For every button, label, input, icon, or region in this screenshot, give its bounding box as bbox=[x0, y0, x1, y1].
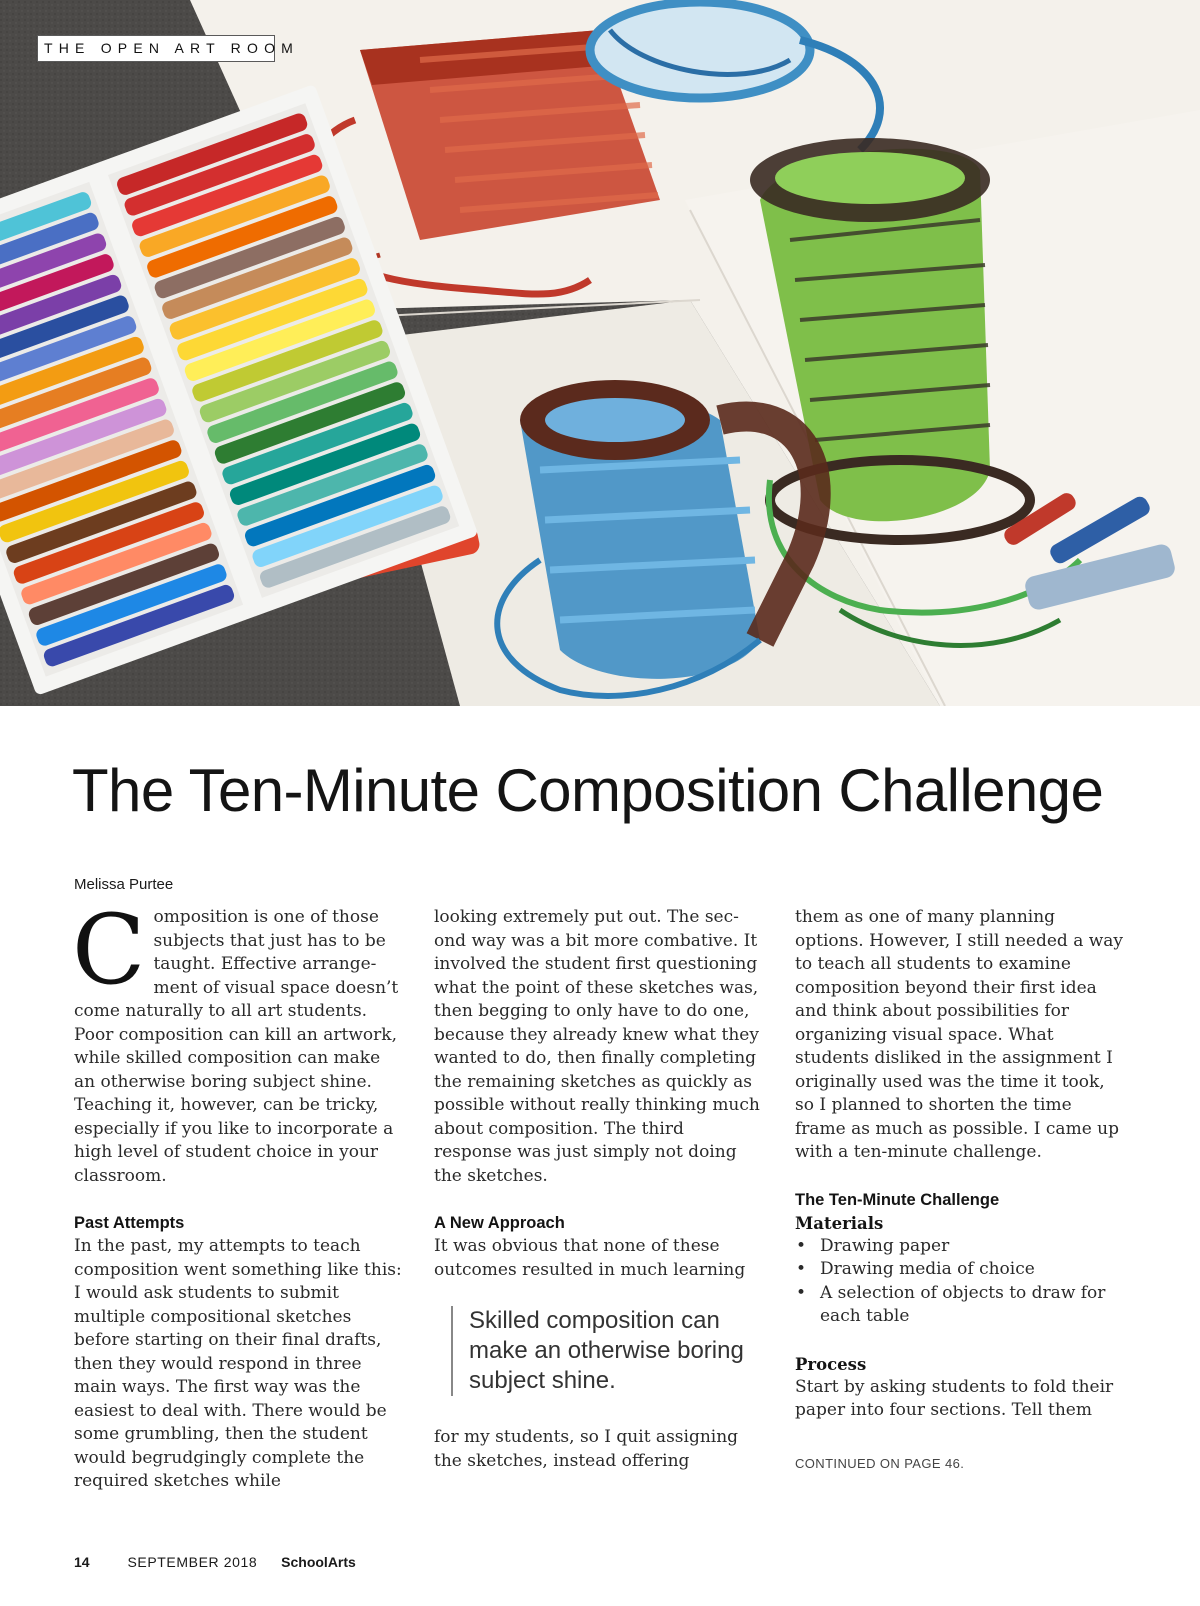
heading-past-attempts: Past Attempts bbox=[74, 1214, 185, 1232]
section-tag: THE OPEN ART ROOM bbox=[37, 35, 275, 62]
drop-cap: C bbox=[72, 894, 146, 1006]
new-approach-paragraph-1: It was obvious that none of these outcomes resulted in much learning bbox=[434, 1236, 746, 1280]
issue-date: SEPTEMBER 2018 bbox=[127, 1554, 258, 1570]
heading-process: Process bbox=[795, 1354, 867, 1374]
column-2 bbox=[434, 906, 764, 1473]
intro-paragraph bbox=[72, 894, 404, 1188]
pull-quote: Skilled composition can make an otherwise boring subject shine. bbox=[451, 1306, 751, 1396]
pastel-sketches-illustration bbox=[0, 0, 1200, 706]
materials-list-item: • Drawing media of choice bbox=[795, 1258, 1125, 1282]
column-3 bbox=[795, 906, 1125, 1423]
materials-list-item: • A selection of objects to draw for each table bbox=[795, 1282, 1125, 1329]
heading-new-approach: A New Approach bbox=[434, 1214, 565, 1232]
intro-paragraph-text: omposition is one of those subjects that just has to be taught. Effective arrangement of visual space doesn’t come naturally to all art students. Poor composition can kill an artwork, while skilled composition can make an otherwise boring subject shine. Teaching it, however, can be tricky, especially if you like to incorporate a high level of student choice in your classroom. bbox=[74, 907, 399, 1186]
materials-list-item: • Drawing paper bbox=[795, 1235, 1125, 1259]
past-attempts-paragraph: In the past, my attempts to teach composition went something like this: I would ask students to submit multiple compositional sketches before starting on their final drafts, then they would respond in three main ways. The first way was the easiest to deal with. There would be some grumbling, then the student would begrudgingly complete the required sketches while bbox=[74, 1236, 402, 1491]
process-paragraph: Start by asking students to fold their paper into four sections. Tell them bbox=[795, 1376, 1114, 1420]
article-author: Melissa Purtee bbox=[74, 876, 174, 893]
column-3-continuation-paragraph: them as one of many planning options. However, I still needed a way to teach all students to examine composition beyond their first idea and think about possibilities for organizing visual space. What students disliked in the assignment I originally used was the time it took, so I planned to shorten the time frame as much as possible. I came up with a ten-minute challenge. bbox=[795, 907, 1124, 1162]
column-2-continuation-paragraph: looking extremely put out. The second way was a bit more combative. It involved the student first questioning what the point of these sketches was, then begging to only have to do one, because they already knew what they wanted to do, then finally completing the remaining sketches as quickly as possible without really thinking much about composition. The third response was just simply not doing the sketches. bbox=[434, 907, 760, 1186]
magazine-name: SchoolArts bbox=[281, 1554, 356, 1570]
continued-note: CONTINUED ON PAGE 46. bbox=[795, 1456, 965, 1471]
heading-materials: Materials bbox=[795, 1213, 884, 1233]
page-number: 14 bbox=[74, 1554, 90, 1570]
new-approach-paragraph-2: for my students, so I quit assigning the sketches, instead offering bbox=[434, 1427, 739, 1471]
article-title: The Ten-Minute Composition Challenge bbox=[72, 757, 1104, 824]
hero-photo bbox=[0, 0, 1200, 706]
page-footer bbox=[74, 1554, 356, 1570]
column-1 bbox=[72, 894, 404, 1494]
materials-list bbox=[795, 1235, 1125, 1329]
heading-ten-minute-challenge: The Ten-Minute Challenge bbox=[795, 1190, 1000, 1209]
